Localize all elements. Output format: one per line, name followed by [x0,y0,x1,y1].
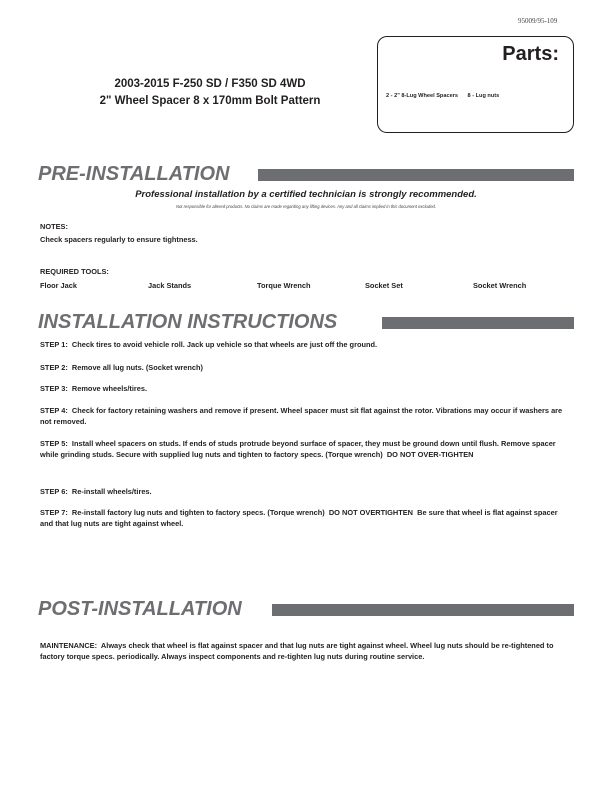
step-label: STEP 1: [40,340,68,349]
tool-item: Jack Stands [148,281,192,290]
post-installation-heading: POST-INSTALLATION [38,598,242,620]
recommendation-text: Professional installation by a certified technician is strongly recommended. [135,189,477,200]
step-item [40,508,570,529]
step-text: Install wheel spacers on studs. If ends of studs protrude beyond surface of spacer, they must be ground down until flush. Remove spacer while grinding studs. Secure with supplied lug nuts and tighten to factory specs. (Torque wrench) [40,439,556,459]
document-number: 95009/95-109 [518,17,558,25]
step-item [40,384,570,395]
maintenance-label: MAINTENANCE: [40,641,98,650]
tool-item: Socket Wrench [473,281,527,290]
step-label: STEP 5: [40,439,68,448]
title-line-2: 2" Wheel Spacer 8 x 170mm Bolt Pattern [99,95,321,107]
step-item [40,340,570,351]
step-warning: DO NOT OVERTIGHTEN [328,508,414,517]
section-divider-bar [258,169,574,181]
parts-box [377,36,574,133]
installation-heading: INSTALLATION INSTRUCTIONS [38,311,338,333]
step-label: STEP 7: [40,508,68,517]
notes-text: Check spacers regularly to ensure tightness. [40,235,198,244]
pre-installation-header [38,162,574,186]
installation-header [38,310,574,334]
step-label: STEP 3: [40,384,68,393]
step-label: STEP 4: [40,406,68,415]
step-text: Remove all lug nuts. (Socket wrench) [71,363,203,372]
step-label: STEP 6: [40,487,68,496]
section-divider-bar [272,604,574,616]
parts-item: 2 - 2" 8-Lug Wheel Spacers [386,93,458,99]
maintenance-text: Always check that wheel is flat against spacer and that lug nuts are tight against wheel. Wheel lug nuts should be re-tightened to factory torque specs. periodically. Always inspect components and re-tighten lug nuts during routine service. [40,641,554,661]
step-item [40,406,570,427]
disclaimer-text: Not responsible for altered products. No claims are made regarding any lifting devices. Any and all claims implied in this document excluded. [175,204,437,209]
step-label: STEP 2: [40,363,68,372]
step-text-after: Be sure that wheel is flat against spacer and that lug nuts are tight against wheel. [40,508,558,528]
parts-heading: Parts: [502,43,559,65]
tool-item: Floor Jack [40,281,77,290]
post-installation-header [38,597,574,621]
step-text: Re-install wheels/tires. [71,487,152,496]
step-text: Remove wheels/tires. [71,384,148,393]
step-text: Re-install factory lug nuts and tighten to factory specs. (Torque wrench) [71,508,325,517]
step-item [40,439,570,460]
step-text: Check for factory retaining washers and remove if present. Wheel spacer must sit flat against the rotor. Vibrations may occur if washers are not removed. [40,406,563,426]
section-divider-bar [382,317,574,329]
tool-item: Socket Set [365,281,403,290]
step-item [40,487,570,498]
step-warning: DO NOT OVER-TIGHTEN [386,449,474,459]
required-tools-label: REQUIRED TOOLS: [40,267,109,276]
document-title [60,76,360,110]
step-text: Check tires to avoid vehicle roll. Jack up vehicle so that wheels are just off the ground. [71,340,378,349]
parts-item: 8 - Lug nuts [467,93,500,99]
step-item [40,363,570,374]
pre-installation-heading: PRE-INSTALLATION [38,163,230,185]
parts-list [386,93,499,99]
tool-item: Torque Wrench [257,281,311,290]
title-line-1: 2003-2015 F-250 SD / F350 SD 4WD [114,78,306,90]
notes-label: NOTES: [40,222,68,231]
maintenance-paragraph [40,641,570,662]
